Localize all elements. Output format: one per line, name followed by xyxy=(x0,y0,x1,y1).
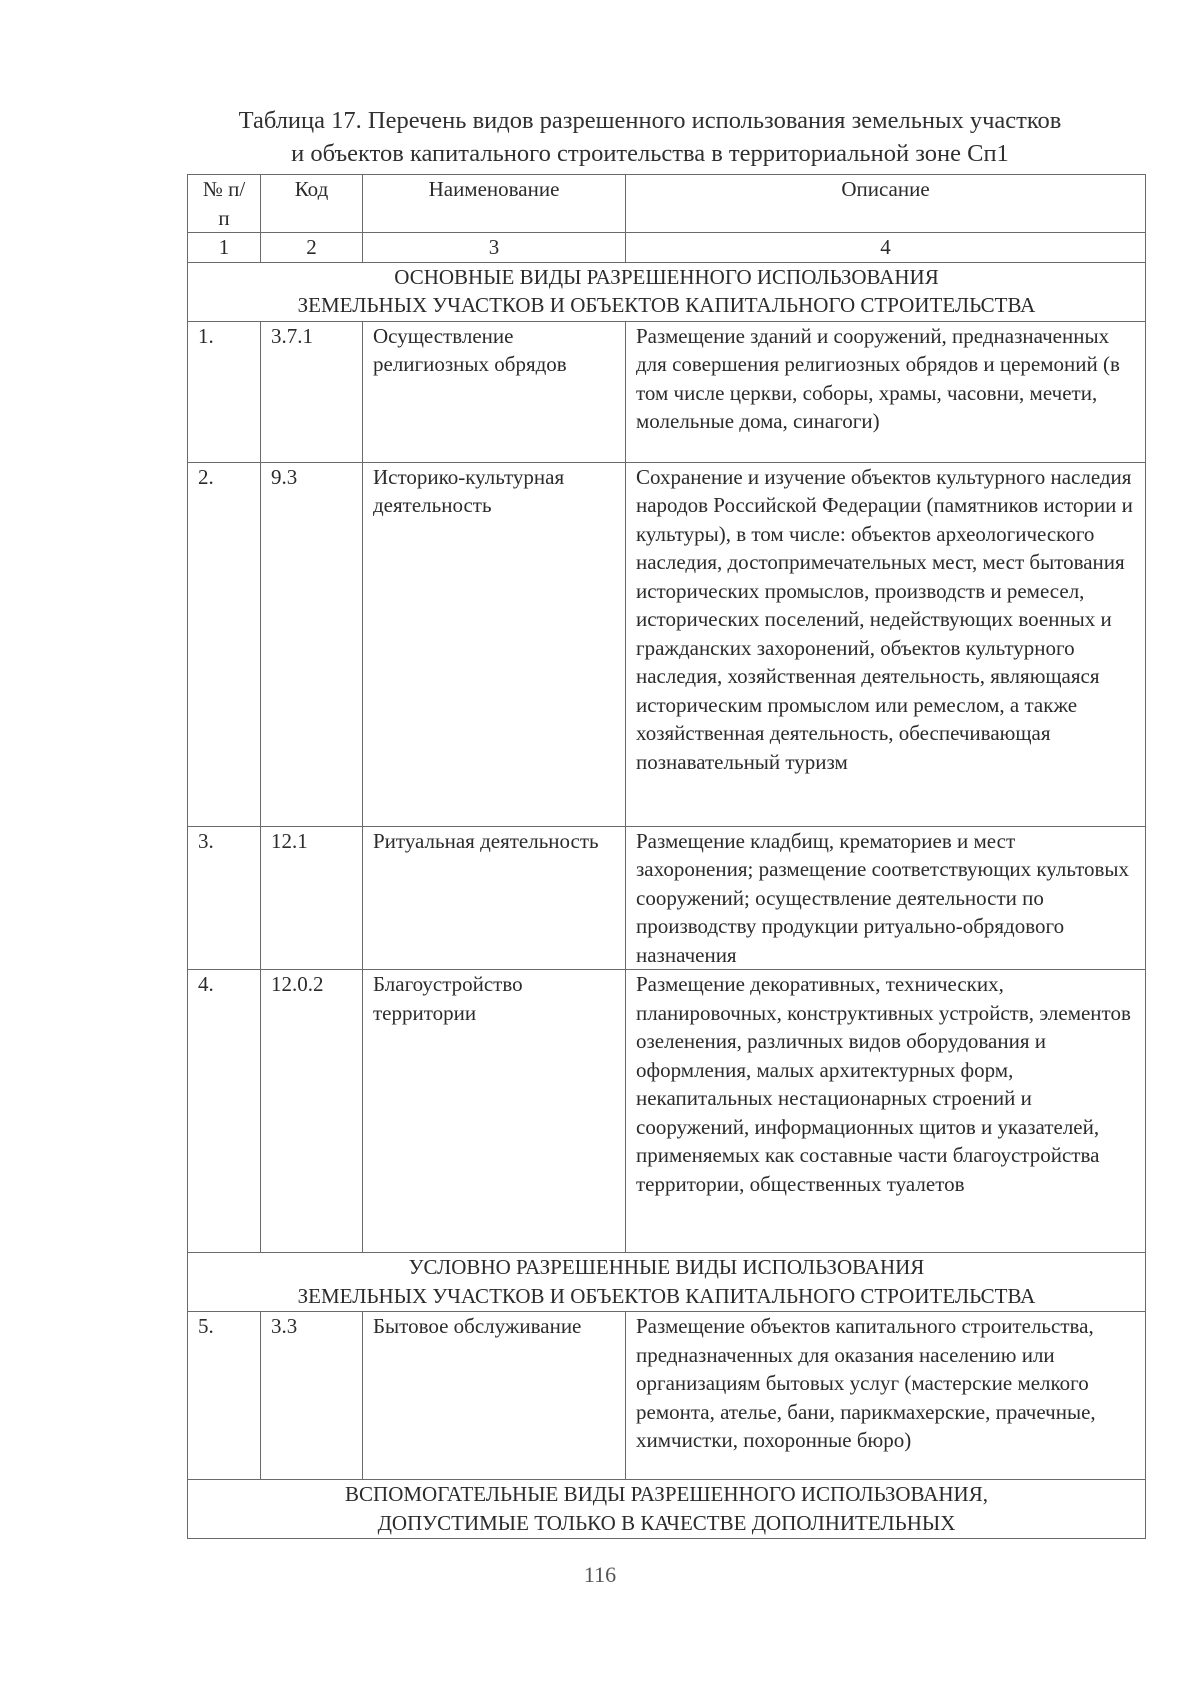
section-heading-auxiliary xyxy=(188,1480,1146,1539)
row-name: Ритуальная деятельность xyxy=(363,826,626,970)
row-code: 9.3 xyxy=(261,462,363,826)
table-caption-line-1: Таблица 17. Перечень видов разрешенного использования земельных участков xyxy=(238,107,1062,134)
row-num: 4. xyxy=(188,970,261,1253)
table-row xyxy=(188,1312,1146,1480)
permitted-use-table xyxy=(187,174,1146,1539)
table-row xyxy=(188,826,1146,970)
table-row xyxy=(188,321,1146,462)
column-number: 1 xyxy=(188,233,261,263)
table-row xyxy=(188,970,1146,1253)
header-name: Наименование xyxy=(363,175,626,233)
column-number: 4 xyxy=(626,233,1146,263)
row-name: Осуществление религиозных обрядов xyxy=(363,321,626,462)
section-heading-conditional xyxy=(188,1253,1146,1312)
row-description: Размещение кладбищ, крематориев и мест захоронения; размещение соответствующих культовых сооружений; осуществление деятельности по производству продукции ритуально-обрядового назначения xyxy=(626,826,1146,970)
row-code: 3.7.1 xyxy=(261,321,363,462)
row-name: Историко-культурная деятельность xyxy=(363,462,626,826)
row-num: 3. xyxy=(188,826,261,970)
page-number: 116 xyxy=(583,1562,617,1587)
section-conditional-row xyxy=(188,1253,1146,1312)
section-heading-line: ДОПУСТИМЫЕ ТОЛЬКО В КАЧЕСТВЕ ДОПОЛНИТЕЛЬНЫХ xyxy=(377,1510,956,1535)
table-caption-line-2: и объектов капитального строительства в территориальной зоне Сп1 xyxy=(291,140,1009,167)
table-row xyxy=(188,462,1146,826)
row-name: Бытовое обслуживание xyxy=(363,1312,626,1480)
section-heading-line: ОСНОВНЫЕ ВИДЫ РАЗРЕШЕННОГО ИСПОЛЬЗОВАНИЯ xyxy=(394,264,939,289)
row-code: 3.3 xyxy=(261,1312,363,1480)
section-heading-line: ЗЕМЕЛЬНЫХ УЧАСТКОВ И ОБЪЕКТОВ КАПИТАЛЬНОГО СТРОИТЕЛЬСТВА xyxy=(297,1283,1036,1308)
row-code: 12.0.2 xyxy=(261,970,363,1253)
section-heading-line: ЗЕМЕЛЬНЫХ УЧАСТКОВ И ОБЪЕКТОВ КАПИТАЛЬНОГО СТРОИТЕЛЬСТВА xyxy=(297,293,1036,317)
column-number-row xyxy=(188,233,1146,263)
row-description: Размещение объектов капитального строительства, предназначенных для оказания населению или организациям бытовых услуг (мастерские мелкого ремонта, ателье, бани, парикмахерские, прачечные, химчистки, похоронные бюро) xyxy=(626,1312,1146,1480)
header-num: № п/п xyxy=(188,175,261,233)
row-description: Размещение зданий и сооружений, предназначенных для совершения религиозных обрядов и церемоний (в том числе церкви, соборы, храмы, часовни, мечети, молельные дома, синагоги) xyxy=(626,321,1146,462)
row-description: Сохранение и изучение объектов культурного наследия народов Российской Федерации (памятников истории и культуры), в том числе: объектов археологического наследия, достопримечательных мест, мест бытования исторических промыслов, производств и ремесел, исторических поселений, недействующих военных и гражданских захоронений, объектов культурного наследия, хозяйственная деятельность, являющаяся историческим промыслом или ремеслом, а также хозяйственная деятельность, обеспечивающая познавательный туризм xyxy=(626,462,1146,826)
row-code: 12.1 xyxy=(261,826,363,970)
row-num: 5. xyxy=(188,1312,261,1480)
row-num: 2. xyxy=(188,462,261,826)
row-num: 1. xyxy=(188,321,261,462)
section-main-row xyxy=(188,262,1146,321)
section-heading-line: УСЛОВНО РАЗРЕШЕННЫЕ ВИДЫ ИСПОЛЬЗОВАНИЯ xyxy=(408,1255,925,1279)
header-code: Код xyxy=(261,175,363,233)
section-heading-main xyxy=(188,262,1146,321)
header-row xyxy=(188,175,1146,233)
header-description: Описание xyxy=(626,175,1146,233)
column-number: 2 xyxy=(261,233,363,263)
section-heading-line: ВСПОМОГАТЕЛЬНЫЕ ВИДЫ РАЗРЕШЕННОГО ИСПОЛЬЗОВАНИЯ, xyxy=(345,1482,988,1506)
section-auxiliary-row xyxy=(188,1480,1146,1539)
column-number: 3 xyxy=(363,233,626,263)
row-name: Благоустройство территории xyxy=(363,970,626,1253)
table-caption xyxy=(150,104,1150,170)
row-description: Размещение декоративных, технических, планировочных, конструктивных устройств, элементов озеленения, различных видов оборудования и оформления, малых архитектурных форм, некапитальных нестационарных строений и сооружений, информационных щитов и указателей, применяемых как составные части благоустройства территории, общественных туалетов xyxy=(626,970,1146,1253)
